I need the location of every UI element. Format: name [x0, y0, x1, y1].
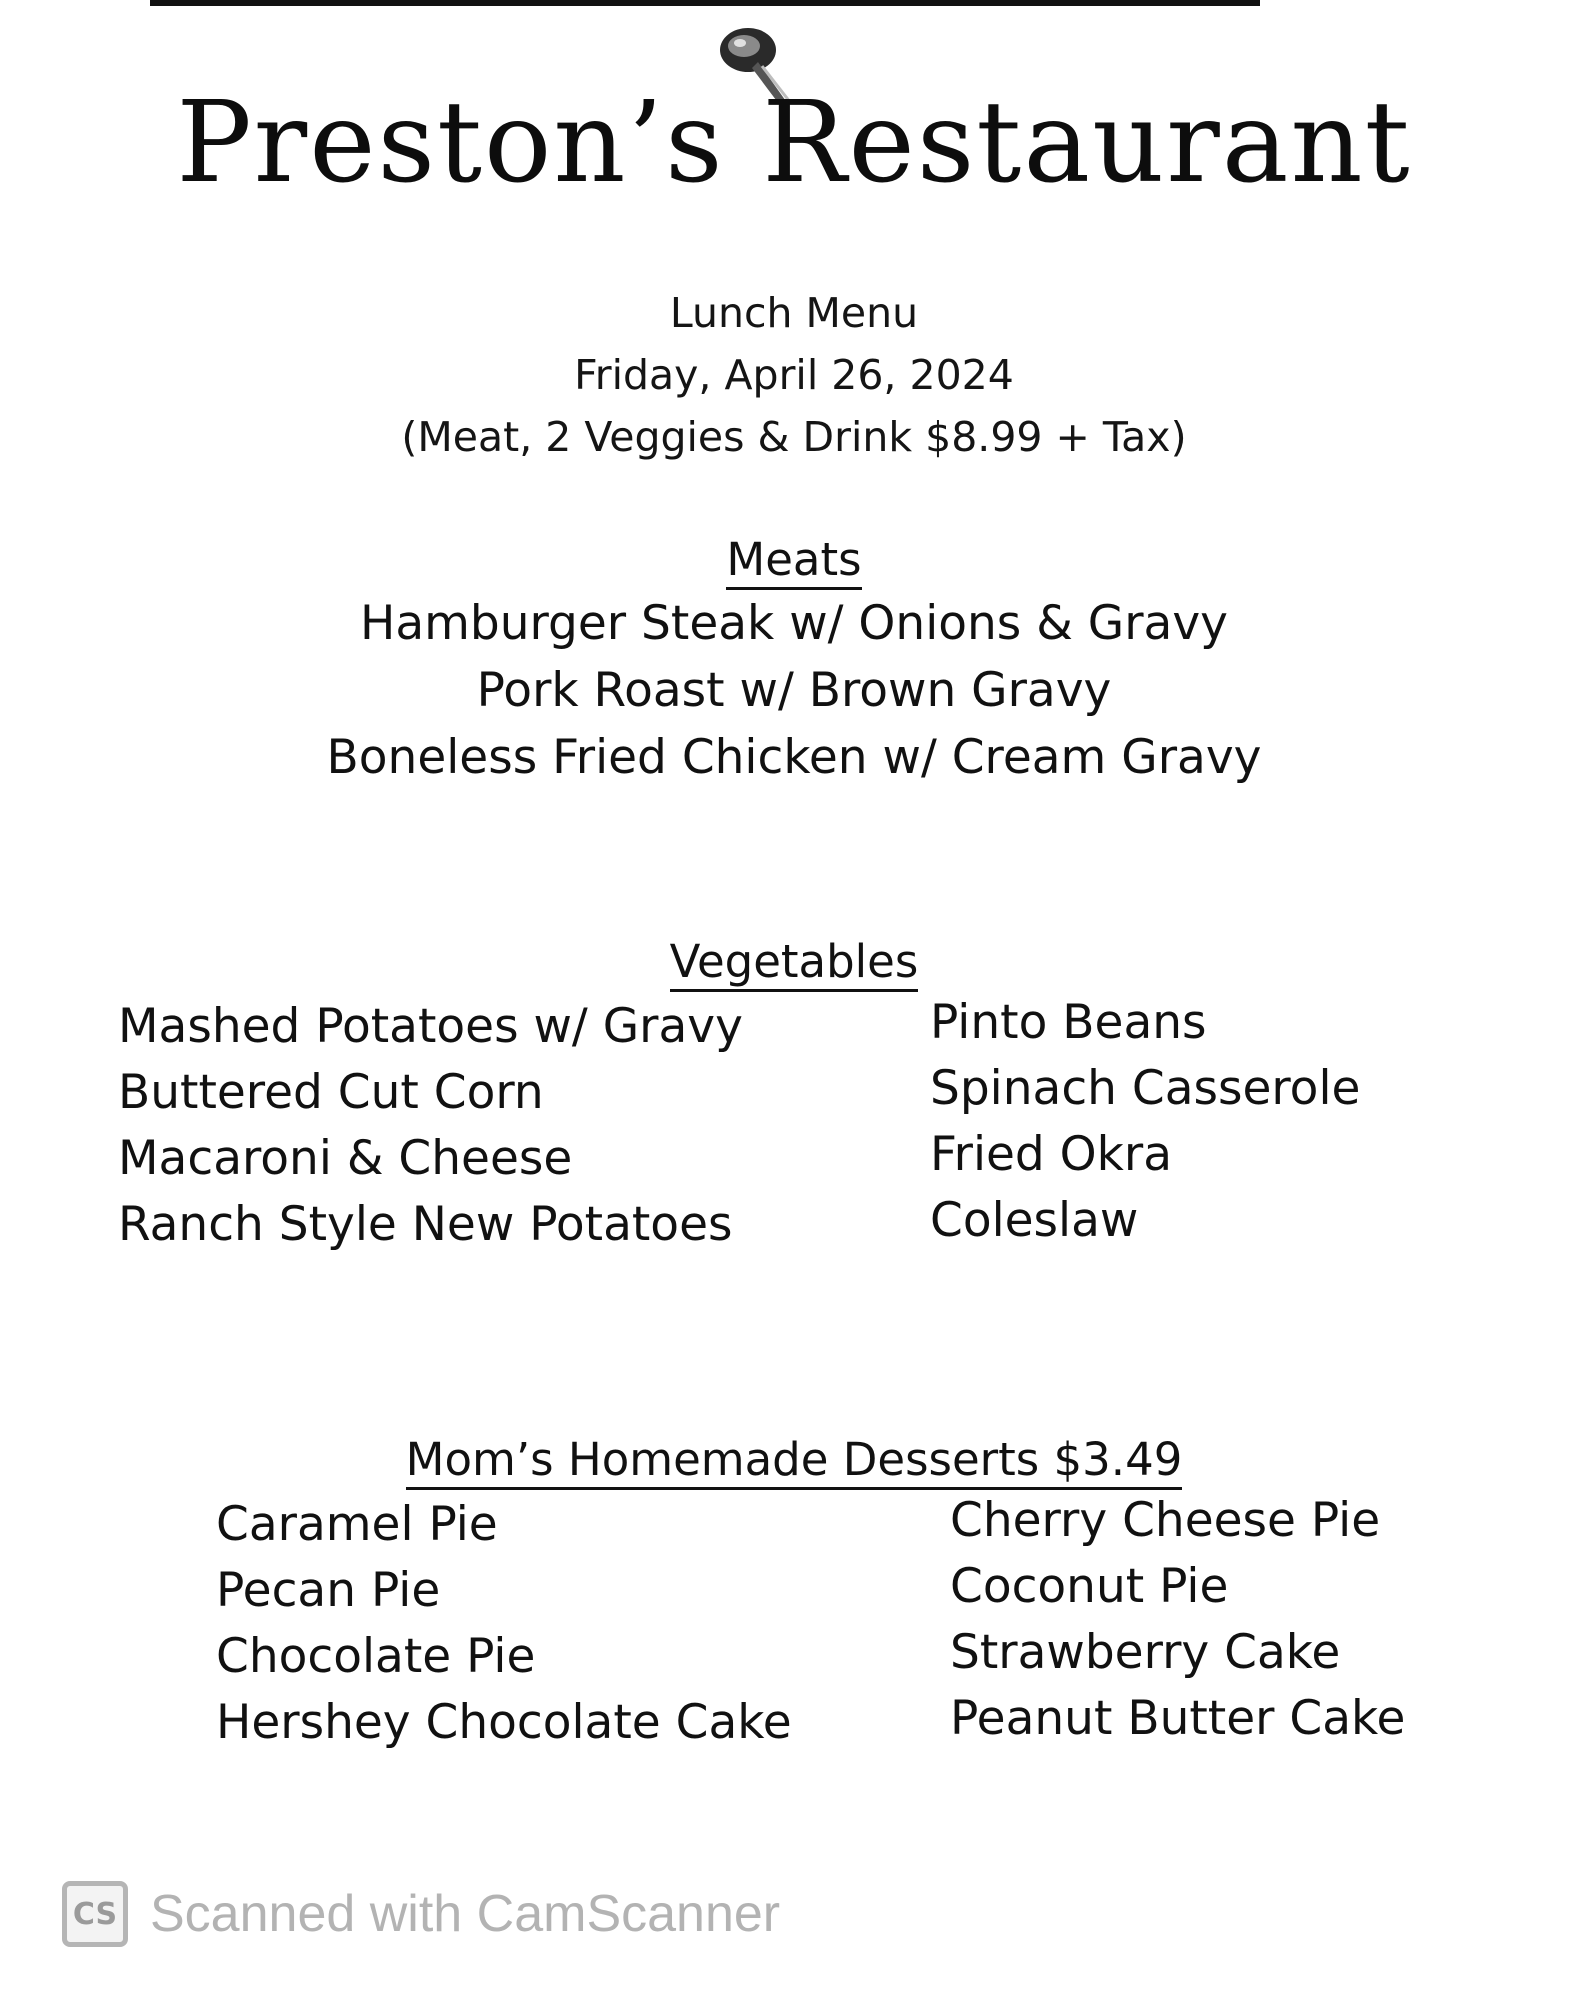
list-item: Chocolate Pie — [216, 1629, 536, 1684]
vegetables-heading — [0, 932, 1588, 992]
list-item: Caramel Pie — [216, 1497, 498, 1552]
desserts-heading — [0, 1430, 1588, 1490]
list-item: Strawberry Cake — [950, 1625, 1341, 1680]
vegetables-right-column — [930, 990, 1360, 1254]
list-item: Cherry Cheese Pie — [950, 1493, 1381, 1548]
list-item: Macaroni & Cheese — [118, 1131, 573, 1186]
list-item: Boneless Fried Chicken w/ Cream Gravy — [326, 730, 1262, 785]
list-item: Fried Okra — [930, 1127, 1173, 1182]
list-item: Pinto Beans — [930, 995, 1207, 1050]
desserts-right-column — [950, 1488, 1405, 1752]
restaurant-name: Preston’s Restaurant — [176, 78, 1412, 208]
list-item: Mashed Potatoes w/ Gravy — [118, 999, 743, 1054]
list-item: Pecan Pie — [216, 1563, 441, 1618]
list-item: Hamburger Steak w/ Onions & Gravy — [360, 596, 1228, 651]
menu-header — [0, 282, 1588, 468]
meats-list — [0, 590, 1588, 791]
desserts-left-column — [216, 1492, 792, 1756]
list-item: Coconut Pie — [950, 1559, 1229, 1614]
list-item: Pork Roast w/ Brown Gravy — [476, 663, 1112, 718]
meats-title: Meats — [726, 533, 861, 590]
list-item: Hershey Chocolate Cake — [216, 1695, 792, 1750]
top-rule — [150, 0, 1260, 6]
vegetables-left-column — [118, 994, 743, 1258]
watermark-text: Scanned with CamScanner — [150, 1885, 781, 1943]
menu-date: Friday, April 26, 2024 — [574, 351, 1014, 399]
price-note: (Meat, 2 Veggies & Drink $8.99 + Tax) — [401, 413, 1187, 461]
list-item: Spinach Casserole — [930, 1061, 1361, 1116]
list-item: Buttered Cut Corn — [118, 1065, 544, 1120]
camscanner-logo-icon: CS — [62, 1881, 128, 1947]
vegetables-title: Vegetables — [670, 935, 919, 992]
list-item: Coleslaw — [930, 1193, 1139, 1248]
desserts-title: Mom’s Homemade Desserts $3.49 — [406, 1433, 1183, 1490]
list-item: Ranch Style New Potatoes — [118, 1197, 733, 1252]
meats-heading — [0, 530, 1588, 590]
camscanner-watermark — [62, 1878, 780, 1950]
menu-title: Lunch Menu — [669, 289, 919, 337]
list-item: Peanut Butter Cake — [950, 1691, 1406, 1746]
